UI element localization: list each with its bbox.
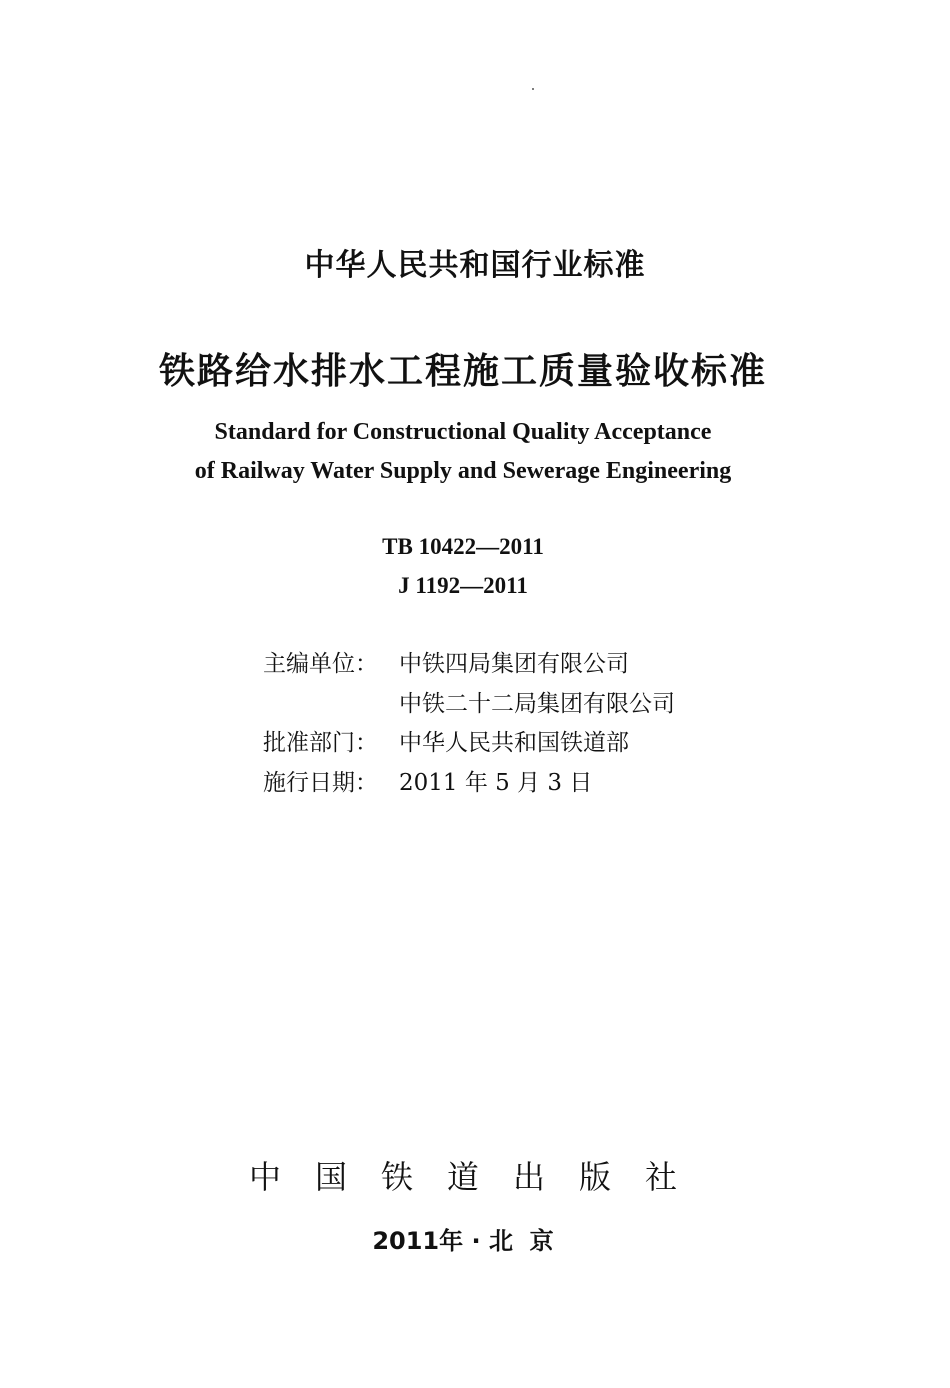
- effective-date-row: [263, 764, 675, 804]
- approver-row: [263, 724, 675, 764]
- publisher-name: 中国铁道出版社: [248, 1158, 711, 1196]
- editor-label: 主编单位：: [263, 651, 378, 677]
- editor-row: [263, 645, 675, 685]
- publication-date-place: 2011年 · 北 京: [372, 1227, 554, 1255]
- title-english-line-1: Standard for Constructional Quality Acceptance: [214, 419, 712, 445]
- effective-date-label: 施行日期：: [263, 769, 378, 796]
- editor-value-2: 中铁二十二局集团有限公司: [399, 690, 675, 717]
- scan-dot-mark: [532, 88, 534, 90]
- standard-type-heading: 中华人民共和国行业标准: [304, 248, 646, 283]
- title-chinese: 铁路给水排水工程施工质量验收标准: [158, 351, 767, 392]
- approver-value: 中华人民共和国铁道部: [399, 730, 629, 756]
- editor-row-2: [263, 685, 675, 725]
- title-english-line-2: of Railway Water Supply and Sewerage Engineering: [194, 458, 732, 484]
- standard-code-j: J 1192—2011: [398, 573, 528, 598]
- effective-date-value: 2011 年 5 月 3 日: [399, 769, 593, 796]
- info-block: [263, 645, 675, 803]
- editor-value-1: 中铁四局集团有限公司: [399, 651, 629, 677]
- approver-label: 批准部门：: [263, 730, 378, 756]
- standard-code-tb: TB 10422—2011: [382, 534, 544, 559]
